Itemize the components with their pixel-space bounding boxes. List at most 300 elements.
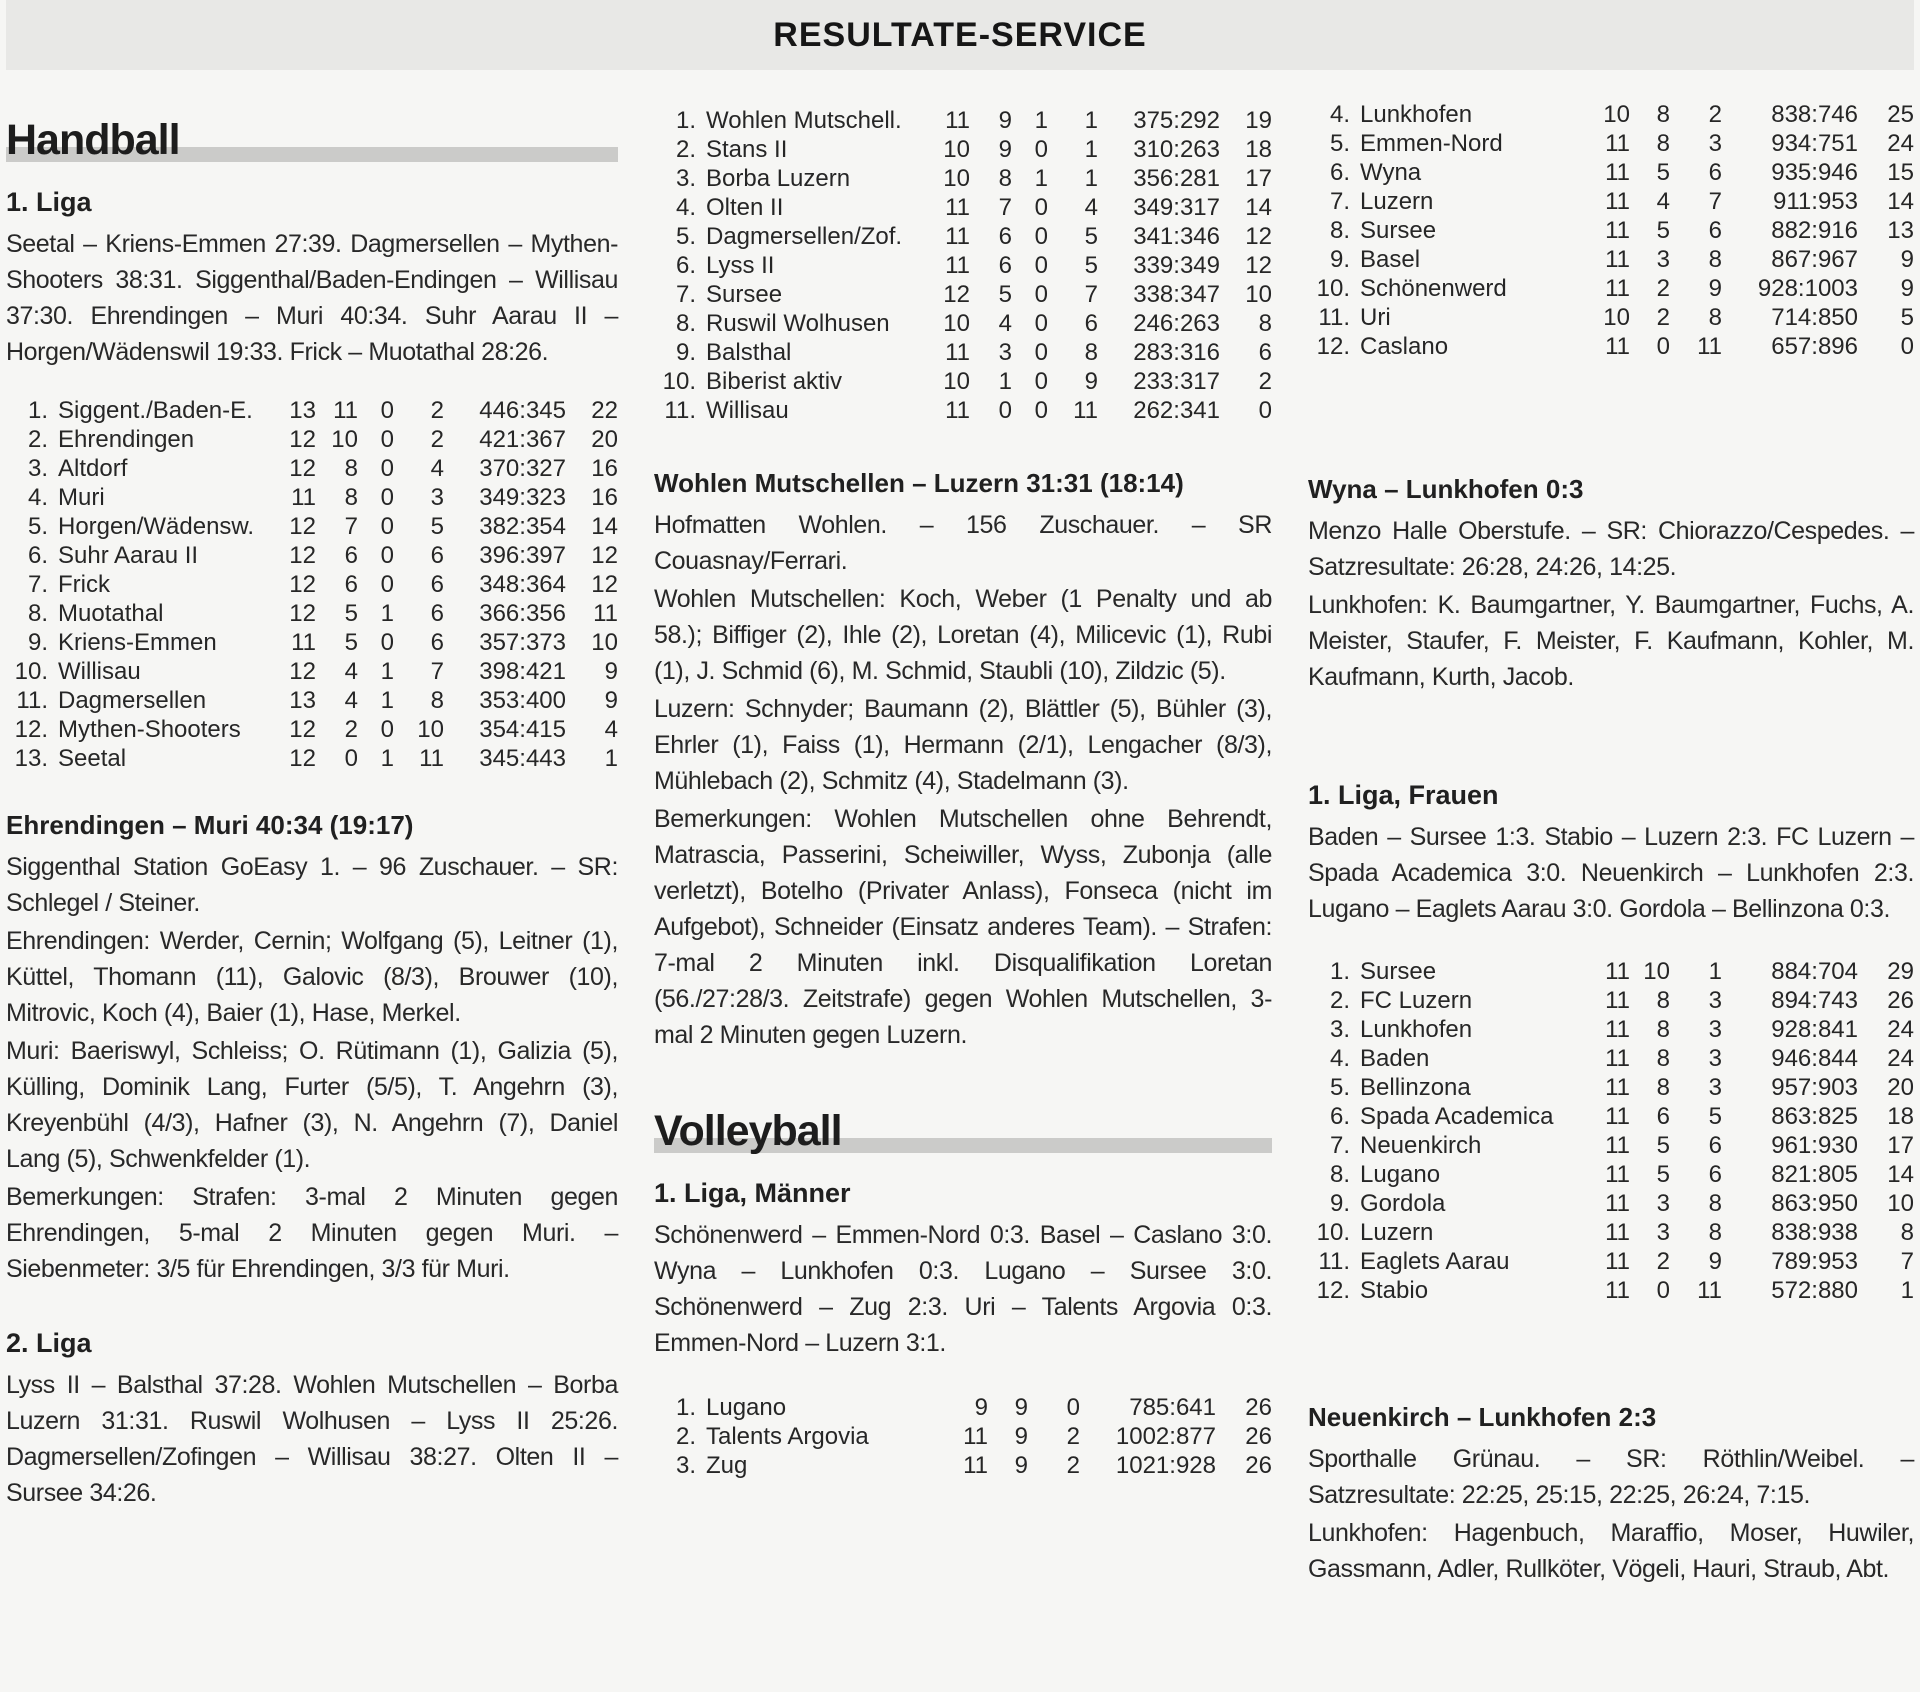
table-row bbox=[1308, 1015, 1914, 1044]
table-cell: 714:850 bbox=[1771, 304, 1858, 331]
table-cell: 0 bbox=[1034, 397, 1048, 424]
table-row bbox=[6, 657, 618, 686]
table-cell: 9 bbox=[604, 687, 618, 714]
table-cell: 18 bbox=[1245, 136, 1272, 163]
table-cell: 13 bbox=[289, 397, 316, 424]
table-cell: 11 bbox=[1605, 1103, 1630, 1130]
team-name: Dagmersellen bbox=[58, 687, 207, 714]
match-report-paragraph: Menzo Halle Oberstufe. – SR: Chiorazzo/Cespedes. – Satzresultate: 26:28, 24:26, 14:25. bbox=[1308, 517, 1914, 581]
table-row bbox=[6, 744, 618, 773]
table-cell: 10. bbox=[14, 658, 48, 685]
table-cell: 11. bbox=[1318, 304, 1350, 331]
table-cell: 3 bbox=[1708, 130, 1722, 157]
table-cell: 7 bbox=[998, 194, 1012, 221]
table-cell: 11 bbox=[1605, 333, 1630, 360]
table-cell: 12 bbox=[289, 745, 316, 772]
team-name: Schönenwerd bbox=[1360, 275, 1507, 302]
table-cell: 382:354 bbox=[479, 513, 566, 540]
table-cell: 4 bbox=[604, 716, 618, 743]
table-cell: 8. bbox=[1329, 217, 1350, 244]
table-cell: 8 bbox=[1656, 101, 1670, 128]
table-cell: 1 bbox=[604, 745, 618, 772]
table-cell: 9 bbox=[1084, 368, 1098, 395]
table-row bbox=[1308, 1160, 1914, 1189]
table-cell: 1. bbox=[27, 397, 48, 424]
table-cell: 0 bbox=[1034, 136, 1048, 163]
team-name: Willisau bbox=[706, 397, 789, 424]
team-name: Altdorf bbox=[58, 455, 128, 482]
table-cell: 11. bbox=[16, 687, 48, 714]
table-cell: 310:263 bbox=[1133, 136, 1220, 163]
content bbox=[0, 70, 1920, 1587]
table-row bbox=[654, 193, 1272, 222]
table-cell: 884:704 bbox=[1771, 958, 1858, 985]
table-cell: 7. bbox=[675, 281, 696, 308]
table-cell: 366:356 bbox=[479, 600, 566, 627]
table-cell: 3 bbox=[1708, 987, 1722, 1014]
table-cell: 934:751 bbox=[1771, 130, 1858, 157]
table-cell: 11 bbox=[291, 629, 316, 656]
table-cell: 353:400 bbox=[479, 687, 566, 714]
table-cell: 785:641 bbox=[1129, 1394, 1216, 1421]
table-cell: 6 bbox=[1084, 310, 1098, 337]
table-cell: 928:1003 bbox=[1757, 275, 1858, 302]
table-cell: 8 bbox=[1656, 987, 1670, 1014]
table-cell: 5 bbox=[1656, 1132, 1670, 1159]
table-cell: 12 bbox=[289, 513, 316, 540]
table-cell: 789:953 bbox=[1771, 1248, 1858, 1275]
table-cell: 7. bbox=[1329, 188, 1350, 215]
volleyball-frauen-heading: 1. Liga, Frauen bbox=[1308, 780, 1499, 810]
table-cell: 1 bbox=[1708, 958, 1722, 985]
table-row bbox=[1308, 1073, 1914, 1102]
table-cell: 863:950 bbox=[1771, 1190, 1858, 1217]
table-cell: 11 bbox=[291, 484, 316, 511]
table-cell: 16 bbox=[591, 484, 618, 511]
table-cell: 25 bbox=[1887, 101, 1914, 128]
table-cell: 12. bbox=[1316, 1277, 1350, 1304]
table-cell: 3. bbox=[675, 1452, 696, 1479]
table-cell: 8 bbox=[1708, 1190, 1722, 1217]
table-cell: 6 bbox=[344, 542, 358, 569]
table-cell: 9. bbox=[675, 339, 696, 366]
table-cell: 11 bbox=[419, 745, 444, 772]
table-cell: 11 bbox=[1605, 159, 1630, 186]
table-cell: 11 bbox=[945, 252, 970, 279]
table-cell: 1002:877 bbox=[1115, 1423, 1216, 1450]
table-cell: 11 bbox=[1605, 1161, 1630, 1188]
table-cell: 11 bbox=[1605, 130, 1630, 157]
table-row bbox=[654, 338, 1272, 367]
table-cell: 5 bbox=[1900, 304, 1914, 331]
table-cell: 24 bbox=[1887, 130, 1914, 157]
table-cell: 13 bbox=[1887, 217, 1914, 244]
table-cell: 29 bbox=[1887, 958, 1914, 985]
table-cell: 4 bbox=[344, 687, 358, 714]
table-cell: 12 bbox=[289, 542, 316, 569]
table-row bbox=[1308, 158, 1914, 187]
table-cell: 3 bbox=[1708, 1016, 1722, 1043]
table-cell: 0 bbox=[380, 397, 394, 424]
table-row bbox=[654, 396, 1272, 425]
volleyball-match1-heading: Wyna – Lunkhofen 0:3 bbox=[1308, 474, 1584, 504]
team-name: Wyna bbox=[1360, 159, 1422, 186]
table-cell: 6 bbox=[430, 629, 444, 656]
table-cell: 0 bbox=[1034, 368, 1048, 395]
handball-liga2-results: Lyss II – Balsthal 37:28. Wohlen Mutschellen – Borba Luzern 31:31. Ruswil Wolhusen – Lyss II 25:26. Dagmersellen/Zofingen – Willisau 38:27. Olten II – Sursee 34:26. bbox=[6, 1371, 618, 1507]
match-report-paragraph: Luzern: Schnyder; Baumann (2), Blättler (5), Bühler (3), Ehrler (1), Faiss (1), Hermann (2/1), Lengacher (8/3), Mühlebach (2), Schmitz (4), Stadelmann (3). bbox=[654, 695, 1272, 795]
table-cell: 5 bbox=[430, 513, 444, 540]
team-name: Lunkhofen bbox=[1360, 1016, 1473, 1043]
table-cell: 12. bbox=[14, 716, 48, 743]
table-cell: 0 bbox=[1034, 252, 1048, 279]
handball-match2-heading: Wohlen Mutschellen – Luzern 31:31 (18:14) bbox=[654, 468, 1184, 498]
table-cell: 6 bbox=[344, 571, 358, 598]
team-name: Talents Argovia bbox=[706, 1423, 869, 1450]
table-cell: 3 bbox=[1656, 246, 1670, 273]
volleyball-frauen-table bbox=[1308, 957, 1914, 1305]
table-cell: 6 bbox=[1656, 1103, 1670, 1130]
table-cell: 11 bbox=[1605, 1219, 1630, 1246]
table-cell: 11 bbox=[333, 397, 358, 424]
table-row bbox=[1308, 1131, 1914, 1160]
table-cell: 11 bbox=[593, 600, 618, 627]
table-cell: 4. bbox=[1329, 1045, 1350, 1072]
table-cell: 7 bbox=[430, 658, 444, 685]
team-name: Kriens-Emmen bbox=[58, 629, 217, 656]
table-cell: 11 bbox=[963, 1452, 988, 1479]
table-cell: 12 bbox=[1245, 223, 1272, 250]
table-cell: 1 bbox=[1084, 107, 1098, 134]
table-cell: 6 bbox=[1258, 339, 1272, 366]
table-cell: 8. bbox=[1329, 1161, 1350, 1188]
table-cell: 12 bbox=[289, 571, 316, 598]
table-cell: 6 bbox=[998, 223, 1012, 250]
table-row bbox=[654, 1451, 1272, 1480]
table-cell: 26 bbox=[1245, 1452, 1272, 1479]
team-name: Dagmersellen/Zof. bbox=[706, 223, 903, 250]
table-row bbox=[654, 1422, 1272, 1451]
table-cell: 5. bbox=[675, 223, 696, 250]
table-cell: 928:841 bbox=[1771, 1016, 1858, 1043]
table-cell: 18 bbox=[1887, 1103, 1914, 1130]
table-cell: 0 bbox=[344, 745, 358, 772]
team-name: Basel bbox=[1360, 246, 1421, 273]
table-cell: 5 bbox=[998, 281, 1012, 308]
table-cell: 9 bbox=[1900, 275, 1914, 302]
table-cell: 11 bbox=[945, 339, 970, 366]
table-cell: 396:397 bbox=[479, 542, 566, 569]
table-row bbox=[6, 599, 618, 628]
table-cell: 7 bbox=[1708, 188, 1722, 215]
table-cell: 11 bbox=[1605, 188, 1630, 215]
column-3 bbox=[1308, 70, 1914, 1587]
table-cell: 1 bbox=[380, 658, 394, 685]
table-row bbox=[1308, 129, 1914, 158]
table-cell: 11 bbox=[945, 194, 970, 221]
table-cell: 894:743 bbox=[1771, 987, 1858, 1014]
table-row bbox=[1308, 986, 1914, 1015]
table-cell: 8 bbox=[430, 687, 444, 714]
team-name: Willisau bbox=[58, 658, 141, 685]
table-cell: 2 bbox=[1656, 304, 1670, 331]
match-report-paragraph: Lunkhofen: Hagenbuch, Maraffio, Moser, Huwiler, Gassmann, Adler, Rullköter, Vögeli, Hauri, Straub, Abt. bbox=[1308, 1519, 1914, 1583]
table-cell: 10 bbox=[1245, 281, 1272, 308]
table-cell: 1 bbox=[1084, 136, 1098, 163]
table-cell: 12 bbox=[289, 658, 316, 685]
team-name: Caslano bbox=[1360, 333, 1449, 360]
table-row bbox=[654, 251, 1272, 280]
table-cell: 2 bbox=[344, 716, 358, 743]
team-name: Biberist aktiv bbox=[706, 368, 843, 395]
table-cell: 1021:928 bbox=[1115, 1452, 1216, 1479]
team-name: Lugano bbox=[706, 1394, 787, 1421]
table-cell: 17 bbox=[1887, 1132, 1914, 1159]
table-cell: 19 bbox=[1245, 107, 1272, 134]
table-row bbox=[1308, 1102, 1914, 1131]
table-row bbox=[6, 715, 618, 744]
table-cell: 7. bbox=[27, 571, 48, 598]
table-cell: 8 bbox=[1708, 304, 1722, 331]
table-cell: 10 bbox=[417, 716, 444, 743]
table-cell: 262:341 bbox=[1133, 397, 1220, 424]
team-name: Muri bbox=[58, 484, 105, 511]
table-cell: 957:903 bbox=[1771, 1074, 1858, 1101]
table-row bbox=[1308, 957, 1914, 986]
table-cell: 8. bbox=[27, 600, 48, 627]
table-cell: 12 bbox=[1245, 252, 1272, 279]
section-title: Volleyball bbox=[654, 1107, 842, 1155]
table-cell: 6 bbox=[1708, 159, 1722, 186]
table-cell: 11 bbox=[1605, 217, 1630, 244]
table-cell: 6. bbox=[27, 542, 48, 569]
table-cell: 3. bbox=[675, 165, 696, 192]
team-name: FC Luzern bbox=[1360, 987, 1473, 1014]
table-cell: 338:347 bbox=[1133, 281, 1220, 308]
table-row bbox=[654, 106, 1272, 135]
table-cell: 15 bbox=[1887, 159, 1914, 186]
match-report-paragraph: Hofmatten Wohlen. – 156 Zuschauer. – SR Couasnay/Ferrari. bbox=[654, 511, 1272, 575]
table-row bbox=[6, 570, 618, 599]
table-cell: 821:805 bbox=[1771, 1161, 1858, 1188]
team-name: Luzern bbox=[1360, 1219, 1434, 1246]
team-name: Balsthal bbox=[706, 339, 792, 366]
team-name: Luzern bbox=[1360, 188, 1434, 215]
table-cell: 12 bbox=[591, 542, 618, 569]
table-cell: 1 bbox=[1900, 1277, 1914, 1304]
volleyball-section-heading bbox=[654, 1103, 1272, 1159]
table-cell: 2 bbox=[1656, 1248, 1670, 1275]
table-cell: 246:263 bbox=[1133, 310, 1220, 337]
team-name: Suhr Aarau II bbox=[58, 542, 199, 569]
volleyball-maenner-results: Schönenwerd – Emmen-Nord 0:3. Basel – Caslano 3:0. Wyna – Lunkhofen 0:3. Lugano – Sursee 3:0. Schönenwerd – Zug 2:3. Uri – Talents Argovia 0:3. Emmen-Nord – Luzern 3:1. bbox=[654, 1221, 1272, 1357]
table-cell: 9 bbox=[1708, 275, 1722, 302]
table-row bbox=[1308, 1044, 1914, 1073]
handball-liga1-heading: 1. Liga bbox=[6, 187, 92, 217]
team-name: Sursee bbox=[706, 281, 783, 308]
page-title: RESULTATE-SERVICE bbox=[773, 15, 1147, 54]
table-row bbox=[1308, 245, 1914, 274]
table-cell: 935:946 bbox=[1771, 159, 1858, 186]
table-cell: 9. bbox=[27, 629, 48, 656]
volleyball-maenner-table-rest bbox=[1308, 100, 1914, 361]
table-cell: 10 bbox=[1643, 958, 1670, 985]
table-cell: 14 bbox=[1887, 188, 1914, 215]
table-cell: 6 bbox=[998, 252, 1012, 279]
table-cell: 5 bbox=[1656, 217, 1670, 244]
table-cell: 1 bbox=[1084, 165, 1098, 192]
table-cell: 370:327 bbox=[479, 455, 566, 482]
table-cell: 0 bbox=[1034, 223, 1048, 250]
table-cell: 0 bbox=[380, 629, 394, 656]
table-cell: 9 bbox=[998, 136, 1012, 163]
table-row bbox=[654, 280, 1272, 309]
table-cell: 6 bbox=[430, 542, 444, 569]
table-cell: 9 bbox=[1708, 1248, 1722, 1275]
table-cell: 9 bbox=[1014, 1452, 1028, 1479]
match-report-paragraph: Ehrendingen: Werder, Cernin; Wolfgang (5), Leitner (1), Küttel, Thomann (11), Galovic (8/3), Brouwer (10), Mitrovic, Koch (4), Baier (1), Hase, Merkel. bbox=[6, 927, 618, 1027]
table-cell: 5. bbox=[27, 513, 48, 540]
table-cell: 24 bbox=[1887, 1016, 1914, 1043]
table-cell: 2. bbox=[1329, 987, 1350, 1014]
team-name: Siggent./Baden-E. bbox=[58, 397, 253, 424]
table-cell: 1 bbox=[1034, 107, 1048, 134]
table-row bbox=[1308, 1218, 1914, 1247]
table-cell: 349:317 bbox=[1133, 194, 1220, 221]
table-cell: 11 bbox=[1605, 1074, 1630, 1101]
table-cell: 6. bbox=[1329, 159, 1350, 186]
table-cell: 8 bbox=[1656, 1016, 1670, 1043]
table-cell: 1 bbox=[380, 687, 394, 714]
team-name: Baden bbox=[1360, 1045, 1430, 1072]
team-name: Emmen-Nord bbox=[1360, 130, 1503, 157]
table-cell: 2 bbox=[1656, 275, 1670, 302]
table-cell: 11 bbox=[945, 223, 970, 250]
team-name: Borba Luzern bbox=[706, 165, 851, 192]
table-cell: 12 bbox=[289, 455, 316, 482]
table-cell: 8 bbox=[1258, 310, 1272, 337]
table-cell: 233:317 bbox=[1133, 368, 1220, 395]
table-cell: 7 bbox=[344, 513, 358, 540]
table-cell: 4 bbox=[998, 310, 1012, 337]
table-cell: 345:443 bbox=[479, 745, 566, 772]
table-cell: 946:844 bbox=[1771, 1045, 1858, 1072]
table-cell: 8 bbox=[1656, 1045, 1670, 1072]
table-cell: 283:316 bbox=[1133, 339, 1220, 366]
table-cell: 8. bbox=[675, 310, 696, 337]
table-cell: 838:746 bbox=[1771, 101, 1858, 128]
match-report-paragraph: Wohlen Mutschellen: Koch, Weber (1 Penalty und ab 58.); Biffiger (2), Ihle (2), Loretan (4), Milicevic (1), Rubi (1), J. Schmid (6), M. Schmid, Staubli (10), Zildzic (5). bbox=[654, 585, 1272, 685]
team-name: Wohlen Mutschell. bbox=[706, 107, 902, 134]
table-cell: 9. bbox=[1329, 246, 1350, 273]
table-cell: 12 bbox=[591, 571, 618, 598]
table-cell: 1 bbox=[380, 745, 394, 772]
match-report-paragraph: Bemerkungen: Strafen: 3-mal 2 Minuten gegen Ehrendingen, 5-mal 2 Minuten gegen Muri. – Siebenmeter: 3/5 für Ehrendingen, 3/3 für Muri. bbox=[6, 1183, 618, 1283]
table-cell: 0 bbox=[380, 513, 394, 540]
table-cell: 1. bbox=[675, 1394, 696, 1421]
table-cell: 5 bbox=[1656, 1161, 1670, 1188]
table-cell: 6 bbox=[1708, 1161, 1722, 1188]
team-name: Gordola bbox=[1360, 1190, 1446, 1217]
table-cell: 9 bbox=[1900, 246, 1914, 273]
table-row bbox=[6, 483, 618, 512]
table-cell: 10. bbox=[662, 368, 696, 395]
team-name: Eaglets Aarau bbox=[1360, 1248, 1510, 1275]
table-cell: 11 bbox=[1605, 1016, 1630, 1043]
table-cell: 8 bbox=[998, 165, 1012, 192]
table-cell: 5 bbox=[1084, 223, 1098, 250]
table-cell: 2 bbox=[430, 397, 444, 424]
table-cell: 7 bbox=[1900, 1248, 1914, 1275]
table-row bbox=[6, 396, 618, 425]
team-name: Spada Academica bbox=[1360, 1103, 1554, 1130]
table-cell: 341:346 bbox=[1133, 223, 1220, 250]
table-cell: 10 bbox=[943, 136, 970, 163]
table-cell: 2 bbox=[1258, 368, 1272, 395]
table-cell: 911:953 bbox=[1773, 188, 1858, 215]
table-cell: 3 bbox=[1708, 1045, 1722, 1072]
table-cell: 10. bbox=[1316, 275, 1350, 302]
table-cell: 14 bbox=[1887, 1161, 1914, 1188]
table-cell: 6 bbox=[1708, 1132, 1722, 1159]
table-row bbox=[1308, 1276, 1914, 1305]
table-cell: 398:421 bbox=[479, 658, 566, 685]
table-cell: 9 bbox=[604, 658, 618, 685]
table-cell: 0 bbox=[1034, 194, 1048, 221]
team-name: Sursee bbox=[1360, 217, 1437, 244]
table-cell: 11 bbox=[945, 397, 970, 424]
table-cell: 24 bbox=[1887, 1045, 1914, 1072]
team-name: Mythen-Shooters bbox=[58, 716, 241, 743]
table-cell: 0 bbox=[380, 484, 394, 511]
match-report-paragraph: Muri: Baeriswyl, Schleiss; O. Rütimann (1), Galizia (5), Külling, Dominik Lang, Furter (5/5), T. Angehrn (3), Kreyenbühl (4/3), Hafner (3), N. Angehrn (7), Daniel Lang (5), Schwenkfelder (1). bbox=[6, 1037, 618, 1173]
table-cell: 20 bbox=[591, 426, 618, 453]
table-row bbox=[654, 309, 1272, 338]
table-cell: 349:323 bbox=[479, 484, 566, 511]
table-cell: 1. bbox=[675, 107, 696, 134]
table-cell: 10 bbox=[1603, 101, 1630, 128]
table-cell: 4 bbox=[430, 455, 444, 482]
table-row bbox=[1308, 1247, 1914, 1276]
table-cell: 10 bbox=[943, 368, 970, 395]
table-row bbox=[6, 454, 618, 483]
team-name: Stans II bbox=[706, 136, 788, 163]
table-cell: 8 bbox=[1900, 1219, 1914, 1246]
page-header bbox=[6, 0, 1914, 70]
table-cell: 8 bbox=[1656, 130, 1670, 157]
table-cell: 11 bbox=[1605, 275, 1630, 302]
table-cell: 657:896 bbox=[1771, 333, 1858, 360]
table-cell: 14 bbox=[1245, 194, 1272, 221]
table-row bbox=[654, 164, 1272, 193]
table-cell: 11 bbox=[1605, 987, 1630, 1014]
table-cell: 572:880 bbox=[1771, 1277, 1858, 1304]
table-cell: 3 bbox=[430, 484, 444, 511]
table-cell: 5 bbox=[1656, 159, 1670, 186]
table-cell: 0 bbox=[380, 426, 394, 453]
team-name: Lyss II bbox=[706, 252, 775, 279]
table-cell: 882:916 bbox=[1771, 217, 1858, 244]
table-cell: 354:415 bbox=[479, 716, 566, 743]
table-cell: 14 bbox=[591, 513, 618, 540]
table-cell: 9 bbox=[974, 1394, 988, 1421]
table-cell: 11 bbox=[1073, 397, 1098, 424]
table-cell: 12 bbox=[289, 716, 316, 743]
table-cell: 838:938 bbox=[1771, 1219, 1858, 1246]
table-cell: 8 bbox=[1656, 1074, 1670, 1101]
table-cell: 6 bbox=[1708, 217, 1722, 244]
table-cell: 356:281 bbox=[1133, 165, 1220, 192]
